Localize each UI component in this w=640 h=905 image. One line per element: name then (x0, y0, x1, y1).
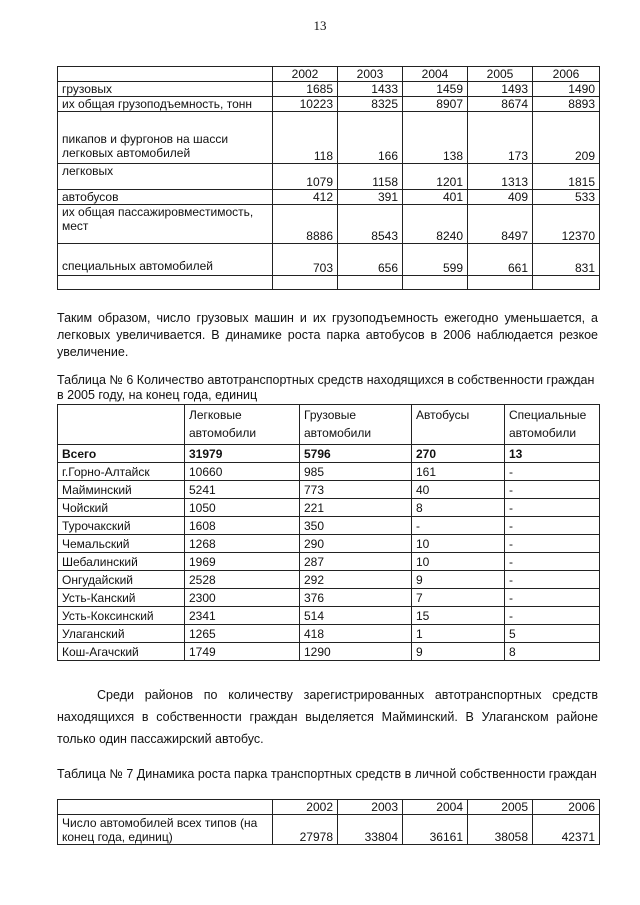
cell-value: 703 (273, 244, 338, 276)
cell-value: 1815 (533, 164, 600, 190)
district-name: Усть-Коксинский (58, 607, 185, 625)
cell-value: 8893 (533, 97, 600, 112)
cell-value: 33804 (338, 815, 403, 845)
cell-value: 10223 (273, 97, 338, 112)
cell-value: 15 (412, 607, 505, 625)
row-label: их общая грузоподъемность, тонн (58, 97, 273, 112)
cell-value: 31979 (185, 445, 300, 463)
cell-value: - (505, 553, 600, 571)
cell-value: 287 (300, 553, 412, 571)
cell-value: 8543 (338, 205, 403, 244)
district-name: Улаганский (58, 625, 185, 643)
cell-value: 12370 (533, 205, 600, 244)
cell-value: 161 (412, 463, 505, 481)
cell-value: 1201 (403, 164, 468, 190)
cell-value: 138 (403, 112, 468, 164)
year-header: 2003 (338, 800, 403, 815)
cell-value: 1749 (185, 643, 300, 661)
district-name: Майминский (58, 481, 185, 499)
district-name: Шебалинский (58, 553, 185, 571)
district-name: Турочакский (58, 517, 185, 535)
cell-value: 5241 (185, 481, 300, 499)
cell-value: 1290 (300, 643, 412, 661)
cell-value: 270 (412, 445, 505, 463)
cell-value: 27978 (273, 815, 338, 845)
cell-value: 9 (412, 571, 505, 589)
cell-value: 409 (468, 190, 533, 205)
table-row (58, 625, 600, 643)
cell-value: 1265 (185, 625, 300, 643)
table-row (58, 553, 600, 571)
cell-value: 38058 (468, 815, 533, 845)
cell-value: 8886 (273, 205, 338, 244)
table-row-empty (58, 276, 600, 290)
cell-value: 1433 (338, 82, 403, 97)
row-label: легковых (58, 164, 273, 190)
header-empty-cell (58, 405, 185, 445)
cell-value: - (505, 481, 600, 499)
cell-value: 290 (300, 535, 412, 553)
table-row (58, 82, 600, 97)
personal-vehicles-table (57, 799, 600, 845)
cell-value: - (505, 589, 600, 607)
header-empty-cell (58, 67, 273, 82)
page-number: 13 (313, 18, 327, 33)
table-header-row (58, 405, 600, 445)
cell-value: 10 (412, 535, 505, 553)
table-row (58, 205, 600, 244)
cell-value: 514 (300, 607, 412, 625)
cell-value: - (505, 607, 600, 625)
table-header-row (58, 67, 600, 82)
table-row (58, 517, 600, 535)
year-header: 2004 (403, 800, 468, 815)
cell-value: - (412, 517, 505, 535)
cell-value: 350 (300, 517, 412, 535)
table-row (58, 571, 600, 589)
district-name: Чойский (58, 499, 185, 517)
table-row (58, 463, 600, 481)
cell-value: 5796 (300, 445, 412, 463)
citizen-vehicles-table (57, 404, 600, 661)
district-name: Всего (58, 445, 185, 463)
cell-value: 5 (505, 625, 600, 643)
cell-value: 8 (505, 643, 600, 661)
cell-value: 1493 (468, 82, 533, 97)
cell-value: 533 (533, 190, 600, 205)
cell-value: - (505, 463, 600, 481)
table-row (58, 607, 600, 625)
cell-value: 773 (300, 481, 412, 499)
cell-value: 418 (300, 625, 412, 643)
cell-value: 401 (403, 190, 468, 205)
row-label: пикапов и фургонов на шасси легковых автомобилей (58, 112, 273, 164)
cell-value: 2341 (185, 607, 300, 625)
cell-value: 173 (468, 112, 533, 164)
table-row (58, 499, 600, 517)
cell-value: 118 (273, 112, 338, 164)
header-empty-cell (58, 800, 273, 815)
table-row (58, 244, 600, 276)
cell-value: 9 (412, 643, 505, 661)
district-name: Кош-Агачский (58, 643, 185, 661)
paragraph-summary: Таким образом, число грузовых машин и их грузоподъемность ежегодно уменьшается, а легковых увеличивается. В динамике роста парка автобусов в 2006 наблюдается резкое увеличение. (57, 311, 598, 359)
year-header: 2003 (338, 67, 403, 82)
cell-value: 1158 (338, 164, 403, 190)
cell-value: 2528 (185, 571, 300, 589)
cell-value: 8907 (403, 97, 468, 112)
table-header-row (58, 800, 600, 815)
cell-value: 221 (300, 499, 412, 517)
cell-value: 1685 (273, 82, 338, 97)
table-row (58, 481, 600, 499)
district-name: Усть-Канский (58, 589, 185, 607)
district-name: Чемальский (58, 535, 185, 553)
district-name: г.Горно-Алтайск (58, 463, 185, 481)
cell-value: 8497 (468, 205, 533, 244)
cell-value: 166 (338, 112, 403, 164)
cell-value: 8240 (403, 205, 468, 244)
table-caption-7: Таблица № 7 Динамика роста парка транспортных средств в личной собственности граждан (57, 767, 597, 781)
cell-value: 13 (505, 445, 600, 463)
table-row-total (58, 445, 600, 463)
cell-value: - (505, 571, 600, 589)
cell-value: 1313 (468, 164, 533, 190)
row-label: Число автомобилей всех типов (на конец года, единиц) (58, 815, 273, 845)
table-row (58, 164, 600, 190)
column-header: Специальные автомобили (505, 405, 600, 445)
district-name: Онгудайский (58, 571, 185, 589)
table-row (58, 190, 600, 205)
cell-value: 412 (273, 190, 338, 205)
column-header: Автобусы (412, 405, 505, 445)
table-row (58, 112, 600, 164)
table-row (58, 97, 600, 112)
cell-value: 2300 (185, 589, 300, 607)
table-row (58, 643, 600, 661)
cell-value: 40 (412, 481, 505, 499)
cell-value: 1608 (185, 517, 300, 535)
year-header: 2002 (273, 800, 338, 815)
cell-value: 1268 (185, 535, 300, 553)
cell-value: 10660 (185, 463, 300, 481)
cell-value: 1 (412, 625, 505, 643)
cell-value: 292 (300, 571, 412, 589)
cell-value: 36161 (403, 815, 468, 845)
column-header: Легковые автомобили (185, 405, 300, 445)
cell-value: 42371 (533, 815, 600, 845)
table-row (58, 589, 600, 607)
year-header: 2005 (468, 800, 533, 815)
cell-value: 10 (412, 553, 505, 571)
cell-value: - (505, 517, 600, 535)
table-row (58, 815, 600, 845)
cell-value: 831 (533, 244, 600, 276)
year-header: 2006 (533, 67, 600, 82)
paragraph-conclusion: Среди районов по количеству зарегистрированных автотранспортных средств находящихся в собственности граждан выделяется Майминский. В Улаганском районе только один пассажирский автобус. (57, 688, 598, 746)
cell-value: 599 (403, 244, 468, 276)
cell-value: 8325 (338, 97, 403, 112)
year-header: 2005 (468, 67, 533, 82)
cell-value: 8674 (468, 97, 533, 112)
cell-value: 8 (412, 499, 505, 517)
cell-value: 1969 (185, 553, 300, 571)
cell-value: 661 (468, 244, 533, 276)
row-label: их общая пассажировместимость, мест (58, 205, 273, 244)
cell-value: - (505, 499, 600, 517)
row-label: грузовых (58, 82, 273, 97)
cell-value: 1050 (185, 499, 300, 517)
cell-value: - (505, 535, 600, 553)
cell-value: 391 (338, 190, 403, 205)
cell-value: 376 (300, 589, 412, 607)
cell-value: 656 (338, 244, 403, 276)
cell-value: 1459 (403, 82, 468, 97)
cell-value: 209 (533, 112, 600, 164)
row-label: специальных автомобилей (58, 244, 273, 276)
table-caption-6: Таблица № 6 Количество автотранспортных средств находящихся в собственности граждан в 2005 году, на конец года, единиц (57, 373, 595, 402)
column-header: Грузовые автомобили (300, 405, 412, 445)
cell-value: 7 (412, 589, 505, 607)
row-label: автобусов (58, 190, 273, 205)
year-header: 2006 (533, 800, 600, 815)
cell-value: 1079 (273, 164, 338, 190)
year-header: 2002 (273, 67, 338, 82)
cell-value: 1490 (533, 82, 600, 97)
year-header: 2004 (403, 67, 468, 82)
cell-value: 985 (300, 463, 412, 481)
vehicle-park-table (57, 66, 600, 290)
table-row (58, 535, 600, 553)
